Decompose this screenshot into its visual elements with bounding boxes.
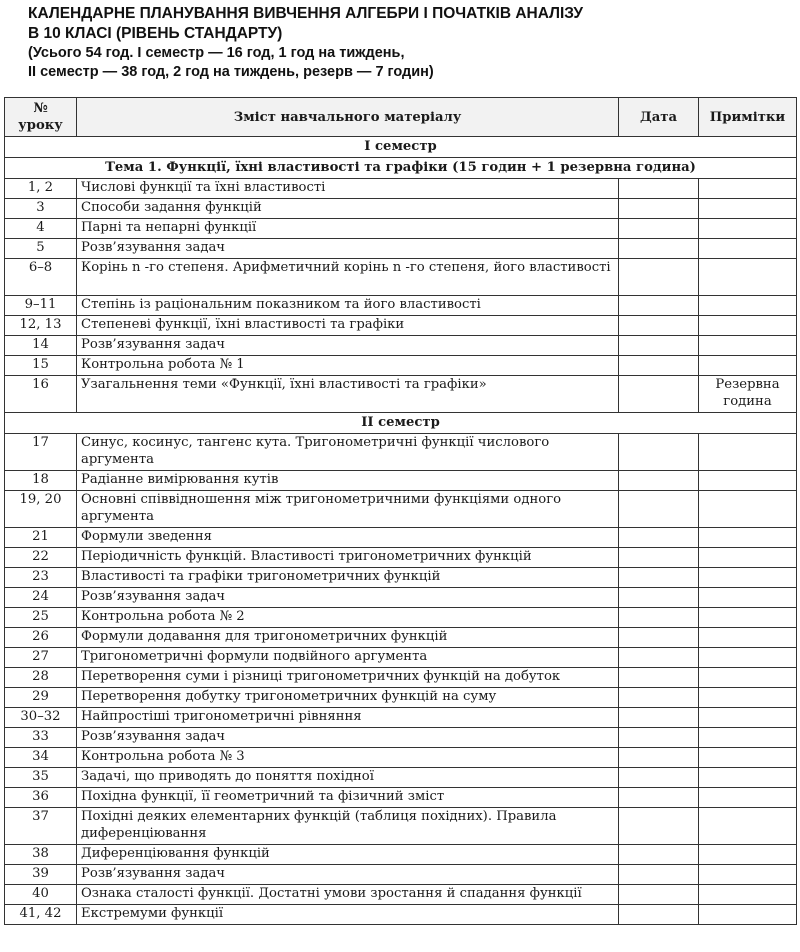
date-cell: [619, 865, 699, 885]
notes-cell: [699, 588, 797, 608]
table-row: [5, 434, 797, 471]
table-body: [5, 137, 797, 925]
lesson-number-cell: 5: [5, 239, 77, 259]
date-cell: [619, 296, 699, 316]
theme-1-title: Тема 1. Функції, їхні властивості та графіки (15 годин + 1 резервна година): [5, 158, 797, 179]
lesson-topic-cell: Синус, косинус, тангенс кута. Тригонометричні функції числового аргумента: [77, 434, 619, 471]
lesson-number-cell: 1, 2: [5, 179, 77, 199]
notes-cell: [699, 296, 797, 316]
lesson-number-cell: 14: [5, 336, 77, 356]
lesson-topic-cell: Перетворення добутку тригонометричних функцій на суму: [77, 688, 619, 708]
notes-cell: [699, 748, 797, 768]
lesson-number-cell: 24: [5, 588, 77, 608]
title-line-2: В 10 КЛАСІ (РІВЕНЬ СТАНДАРТУ): [28, 25, 283, 42]
date-cell: [619, 808, 699, 845]
lesson-topic-cell: Радіанне вимірювання кутів: [77, 471, 619, 491]
lesson-number-cell: 19, 20: [5, 491, 77, 528]
date-cell: [619, 845, 699, 865]
lesson-topic-cell: Числові функції та їхні властивості: [77, 179, 619, 199]
lesson-topic-cell: Перетворення суми і різниці тригонометричних функцій на добуток: [77, 668, 619, 688]
table-row: [5, 628, 797, 648]
notes-cell: [699, 885, 797, 905]
table-row: [5, 905, 797, 925]
date-cell: [619, 588, 699, 608]
semester-2-row: [5, 413, 797, 434]
table-header-row: [5, 98, 797, 137]
lesson-topic-cell: Розв’язування задач: [77, 336, 619, 356]
lesson-topic-cell: Похідні деяких елементарних функцій (таблиця похідних). Правила диференціювання: [77, 808, 619, 845]
notes-cell: [699, 648, 797, 668]
lesson-number-cell: 33: [5, 728, 77, 748]
table-row: [5, 491, 797, 528]
date-cell: [619, 905, 699, 925]
lesson-topic-cell: Диференціювання функцій: [77, 845, 619, 865]
table-row: [5, 548, 797, 568]
notes-cell: [699, 668, 797, 688]
notes-cell: [699, 471, 797, 491]
lesson-number-cell: 6–8: [5, 259, 77, 296]
theme-1-row: [5, 158, 797, 179]
semester-2-title: ІІ семестр: [5, 413, 797, 434]
lesson-number-cell: 27: [5, 648, 77, 668]
lesson-topic-cell: Ознака сталості функції. Достатні умови зростання й спадання функції: [77, 885, 619, 905]
lesson-topic-cell: Степеневі функції, їхні властивості та графіки: [77, 316, 619, 336]
date-cell: [619, 471, 699, 491]
semester-1-row: [5, 137, 797, 158]
date-cell: [619, 528, 699, 548]
date-cell: [619, 239, 699, 259]
date-cell: [619, 628, 699, 648]
notes-cell: [699, 199, 797, 219]
table-row: [5, 788, 797, 808]
lesson-number-cell: 17: [5, 434, 77, 471]
lesson-topic-cell: Розв’язування задач: [77, 588, 619, 608]
lesson-number-cell: 25: [5, 608, 77, 628]
date-cell: [619, 356, 699, 376]
notes-cell: [699, 608, 797, 628]
notes-cell: [699, 548, 797, 568]
semester-1-title: І семестр: [5, 137, 797, 158]
lesson-topic-cell: Періодичність функцій. Властивості тригонометричних функцій: [77, 548, 619, 568]
date-cell: [619, 708, 699, 728]
lesson-topic-cell: Узагальнення теми «Функції, їхні властивості та графіки»: [77, 376, 619, 413]
notes-cell: [699, 219, 797, 239]
table-row: [5, 845, 797, 865]
lesson-number-cell: 41, 42: [5, 905, 77, 925]
notes-cell: [699, 728, 797, 748]
lesson-topic-cell: Способи задання функцій: [77, 199, 619, 219]
notes-cell: [699, 356, 797, 376]
column-header-date: Дата: [619, 98, 699, 137]
notes-cell: [699, 788, 797, 808]
notes-cell: [699, 259, 797, 296]
date-cell: [619, 199, 699, 219]
lesson-number-cell: 9–11: [5, 296, 77, 316]
date-cell: [619, 434, 699, 471]
table-row: [5, 568, 797, 588]
lesson-number-cell: 3: [5, 199, 77, 219]
table-row: [5, 259, 797, 296]
date-cell: [619, 568, 699, 588]
notes-cell: [699, 768, 797, 788]
notes-cell: [699, 628, 797, 648]
notes-cell: [699, 905, 797, 925]
date-cell: [619, 316, 699, 336]
table-row: [5, 356, 797, 376]
table-row: [5, 728, 797, 748]
lesson-topic-cell: Контрольна робота № 1: [77, 356, 619, 376]
lesson-number-cell: 35: [5, 768, 77, 788]
lesson-number-cell: 37: [5, 808, 77, 845]
notes-cell: [699, 845, 797, 865]
table-row: [5, 885, 797, 905]
lesson-number-cell: 30–32: [5, 708, 77, 728]
date-cell: [619, 548, 699, 568]
table-row: [5, 199, 797, 219]
notes-cell: [699, 568, 797, 588]
table-row: [5, 239, 797, 259]
notes-cell: [699, 316, 797, 336]
notes-cell: [699, 491, 797, 528]
lesson-number-cell: 18: [5, 471, 77, 491]
table-row: [5, 808, 797, 845]
date-cell: [619, 668, 699, 688]
table-row: [5, 688, 797, 708]
lesson-topic-cell: Парні та непарні функції: [77, 219, 619, 239]
lesson-number-cell: 21: [5, 528, 77, 548]
lesson-topic-cell: Основні співвідношення між тригонометричними функціями одного аргумента: [77, 491, 619, 528]
lesson-topic-cell: Тригонометричні формули подвійного аргумента: [77, 648, 619, 668]
lesson-topic-cell: Степінь із раціональним показником та його властивості: [77, 296, 619, 316]
date-cell: [619, 768, 699, 788]
table-row: [5, 608, 797, 628]
lesson-number-cell: 39: [5, 865, 77, 885]
lesson-number-cell: 40: [5, 885, 77, 905]
lesson-number-cell: 12, 13: [5, 316, 77, 336]
lesson-topic-cell: Розв’язування задач: [77, 865, 619, 885]
notes-cell: [699, 865, 797, 885]
date-cell: [619, 688, 699, 708]
lesson-number-cell: 29: [5, 688, 77, 708]
lesson-topic-cell: Екстремуми функції: [77, 905, 619, 925]
notes-cell: [699, 708, 797, 728]
lesson-plan-table: [4, 97, 797, 925]
table-row: [5, 708, 797, 728]
table-row: [5, 668, 797, 688]
subtitle-line-1: (Усього 54 год. І семестр — 16 год, 1 год на тиждень,: [28, 45, 405, 61]
notes-cell: [699, 528, 797, 548]
date-cell: [619, 608, 699, 628]
lesson-topic-cell: Задачі, що приводять до поняття похідної: [77, 768, 619, 788]
date-cell: [619, 336, 699, 356]
notes-cell: [699, 688, 797, 708]
table-row: [5, 296, 797, 316]
table-row: [5, 336, 797, 356]
lesson-number-cell: 22: [5, 548, 77, 568]
lesson-topic-cell: Контрольна робота № 2: [77, 608, 619, 628]
lesson-number-cell: 26: [5, 628, 77, 648]
notes-cell: [699, 239, 797, 259]
column-header-lesson-number: № уроку: [5, 98, 77, 137]
lesson-topic-cell: Формули додавання для тригонометричних функцій: [77, 628, 619, 648]
lesson-topic-cell: Розв’язування задач: [77, 239, 619, 259]
column-header-content: Зміст навчального матеріалу: [77, 98, 619, 137]
lesson-number-cell: 28: [5, 668, 77, 688]
lesson-number-cell: 23: [5, 568, 77, 588]
table-row: [5, 316, 797, 336]
date-cell: [619, 491, 699, 528]
lesson-number-cell: 4: [5, 219, 77, 239]
lesson-topic-cell: Формули зведення: [77, 528, 619, 548]
lesson-topic-cell: Властивості та графіки тригонометричних функцій: [77, 568, 619, 588]
document-header: [0, 0, 800, 82]
date-cell: [619, 788, 699, 808]
table-row: [5, 648, 797, 668]
lesson-number-cell: 15: [5, 356, 77, 376]
lesson-number-cell: 16: [5, 376, 77, 413]
lesson-number-cell: 38: [5, 845, 77, 865]
date-cell: [619, 728, 699, 748]
date-cell: [619, 885, 699, 905]
lesson-number-cell: 34: [5, 748, 77, 768]
table-row: [5, 588, 797, 608]
table-row: [5, 768, 797, 788]
notes-cell: [699, 434, 797, 471]
date-cell: [619, 748, 699, 768]
lesson-topic-cell: Розв’язування задач: [77, 728, 619, 748]
column-header-notes: Примітки: [699, 98, 797, 137]
lesson-topic-cell: Контрольна робота № 3: [77, 748, 619, 768]
notes-cell: [699, 336, 797, 356]
notes-cell: [699, 179, 797, 199]
notes-cell: Резервна година: [699, 376, 797, 413]
subtitle-line-2: ІІ семестр — 38 год, 2 год на тиждень, резерв — 7 годин): [28, 64, 434, 80]
table-row: [5, 865, 797, 885]
date-cell: [619, 648, 699, 668]
table-row: [5, 471, 797, 491]
table-row: [5, 376, 797, 413]
table-row: [5, 179, 797, 199]
date-cell: [619, 259, 699, 296]
date-cell: [619, 179, 699, 199]
lesson-topic-cell: Похідна функції, її геометричний та фізичний зміст: [77, 788, 619, 808]
date-cell: [619, 376, 699, 413]
lesson-topic-cell: Найпростіші тригонометричні рівняння: [77, 708, 619, 728]
table-row: [5, 219, 797, 239]
table-row: [5, 748, 797, 768]
lesson-topic-cell: Корінь n -го степеня. Арифметичний корінь n -го степеня, його властивості: [77, 259, 619, 296]
date-cell: [619, 219, 699, 239]
title-line-1: КАЛЕНДАРНЕ ПЛАНУВАННЯ ВИВЧЕННЯ АЛГЕБРИ І ПОЧАТКІВ АНАЛІЗУ: [28, 5, 584, 22]
notes-cell: [699, 808, 797, 845]
lesson-number-cell: 36: [5, 788, 77, 808]
table-row: [5, 528, 797, 548]
